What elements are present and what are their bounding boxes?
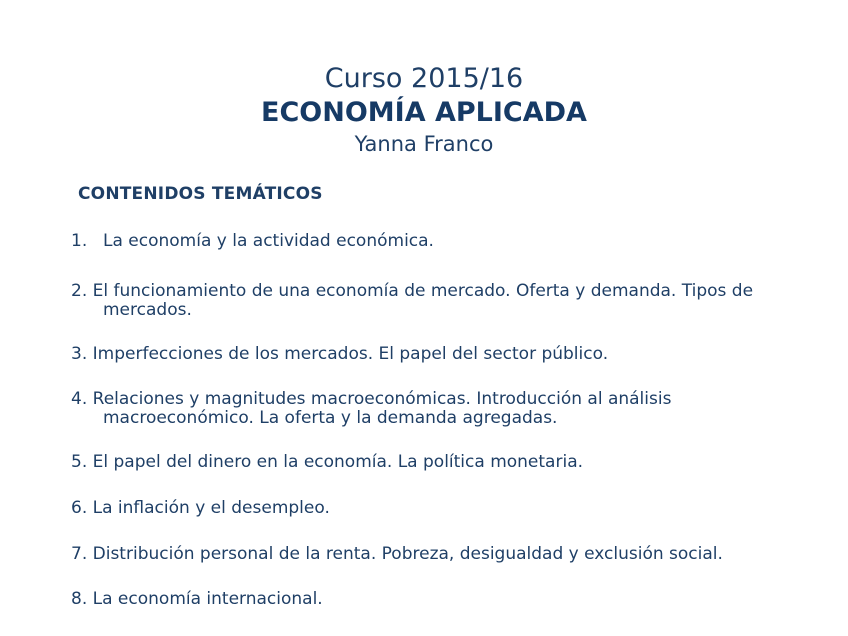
topic-number: 3. (71, 344, 88, 364)
topic-number: 7. (71, 544, 88, 564)
topic-number: 2. (71, 281, 88, 301)
topic-item (71, 590, 831, 609)
topic-text: El papel del dinero en la economía. La política monetaria. (92, 452, 584, 472)
topic-item (71, 232, 831, 251)
course-year: Curso 2015/16 (324, 63, 524, 94)
topic-text: El funcionamiento de una economía de mercado. Oferta y demanda. Tipos de (92, 281, 754, 301)
slide-header (0, 62, 848, 158)
topic-item (71, 453, 831, 472)
topic-number: 4. (71, 389, 88, 409)
topic-number: 5. (71, 452, 88, 472)
topic-text-continuation: macroeconómico. La oferta y la demanda agregadas. (103, 408, 558, 428)
topic-text-continuation: mercados. (103, 300, 192, 320)
topic-text: La economía y la actividad económica. (103, 231, 434, 251)
topic-text: Imperfecciones de los mercados. El papel del sector público. (92, 344, 609, 364)
author-name: Yanna Franco (354, 132, 494, 156)
topic-item (71, 499, 831, 518)
section-heading: CONTENIDOS TEMÁTICOS (78, 184, 323, 204)
topic-item (71, 545, 831, 564)
topic-text: La economía internacional. (92, 589, 323, 609)
topic-text: La inflación y el desempleo. (92, 498, 330, 518)
topic-item (71, 390, 831, 428)
topic-item (71, 345, 831, 364)
topic-number: 8. (71, 589, 88, 609)
topic-text: Relaciones y magnitudes macroeconómicas. Introducción al análisis (92, 389, 672, 409)
topic-number: 1. (71, 231, 88, 251)
topic-text: Distribución personal de la renta. Pobreza, desigualdad y exclusión social. (92, 544, 723, 564)
topic-number: 6. (71, 498, 88, 518)
topic-item (71, 282, 831, 320)
page-title: ECONOMÍA APLICADA (261, 97, 587, 128)
